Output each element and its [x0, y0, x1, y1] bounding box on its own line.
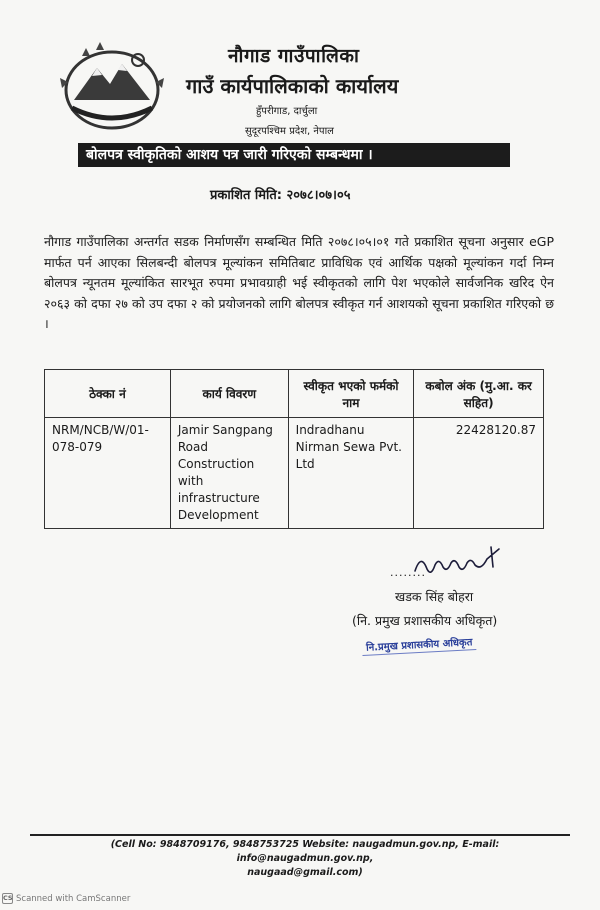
signature-dots: ........ — [390, 566, 426, 579]
column-header-amount: कबोल अंक (मु.आ. कर सहित) — [414, 370, 544, 418]
scanner-watermark-text: Scanned with CamScanner — [16, 893, 131, 904]
subject-banner: बोलपत्र स्वीकृतिको आशय पत्र जारी गरिएको सम्बन्धमा । — [78, 143, 510, 167]
footer-line-1: (Cell No: 9848709176, 9848753725 Website: naugadmun.gov.np, E-mail: info@naugadmun.gov.np, — [110, 839, 500, 864]
cell-work: Jamir Sangpang Road Construction with infrastructure Development — [170, 418, 288, 529]
publish-date: प्रकाशित मिति: २०७८।०७।०५ — [210, 188, 351, 203]
column-header-work: कार्य विवरण — [170, 370, 288, 418]
signatory-title: (नि. प्रमुख प्रशासकीय अधिकृत) — [352, 613, 498, 628]
official-stamp: नि.प्रमुख प्रशासकीय अधिकृत — [362, 633, 477, 656]
contact-footer — [60, 838, 550, 880]
notice-body: नौगाड गाउँपालिका अन्तर्गत सडक निर्माणसँग सम्बन्धित मिति २०७८।०५।०१ गते प्रकाशित सूचना अनुसार eGP मार्फत पर्न आएका सिलबन्दी बोलपत्र मूल्यांकन समितिबाट प्राविधिक एवं आर्थिक पक्षको मूल्यांकन गर्दा निम्न बोलपत्र न्यूनतम मूल्यांकित सारभूत रुपमा प्रभावग्राही भई स्वीकृतको लागि पेश भएकोले सार्वजनिक खरिद ऐन २०६३ को दफा २७ को उप दफा २ को प्रयोजनको लागि बोलपत्र स्वीकृत गर्न आशयको सूचना प्रकाशित गरिएको छ । — [44, 234, 554, 332]
nepal-government-emblem-icon — [52, 38, 172, 138]
camscanner-icon: CS — [3, 894, 13, 902]
office-subtitle: गाउँ कार्यपालिकाको कार्यालय — [186, 74, 399, 98]
column-header-contract-no: ठेक्का नं — [45, 370, 171, 418]
award-table — [44, 369, 544, 529]
cell-amount: 22428120.87 — [414, 418, 544, 529]
cell-firm: Indradhanu Nirman Sewa Pvt. Ltd — [288, 418, 414, 529]
column-header-firm: स्वीकृत भएको फर्मको नाम — [288, 370, 414, 418]
signatory-name: खडक सिंह बोहरा — [395, 589, 474, 604]
scanner-watermark — [2, 893, 130, 904]
office-name: नौगाड गाउँपालिका — [228, 45, 360, 67]
table-header-row — [45, 370, 544, 418]
cell-contract-no: NRM/NCB/W/01-078-079 — [45, 418, 171, 529]
address-line-1: हुँपरीगाड, दार्चुला — [256, 106, 318, 117]
footer-line-2: naugaad@gmail.com) — [247, 867, 363, 878]
footer-divider — [30, 834, 570, 836]
table-row — [45, 418, 544, 529]
address-line-2: सुदूरपश्चिम प्रदेश, नेपाल — [245, 126, 334, 137]
